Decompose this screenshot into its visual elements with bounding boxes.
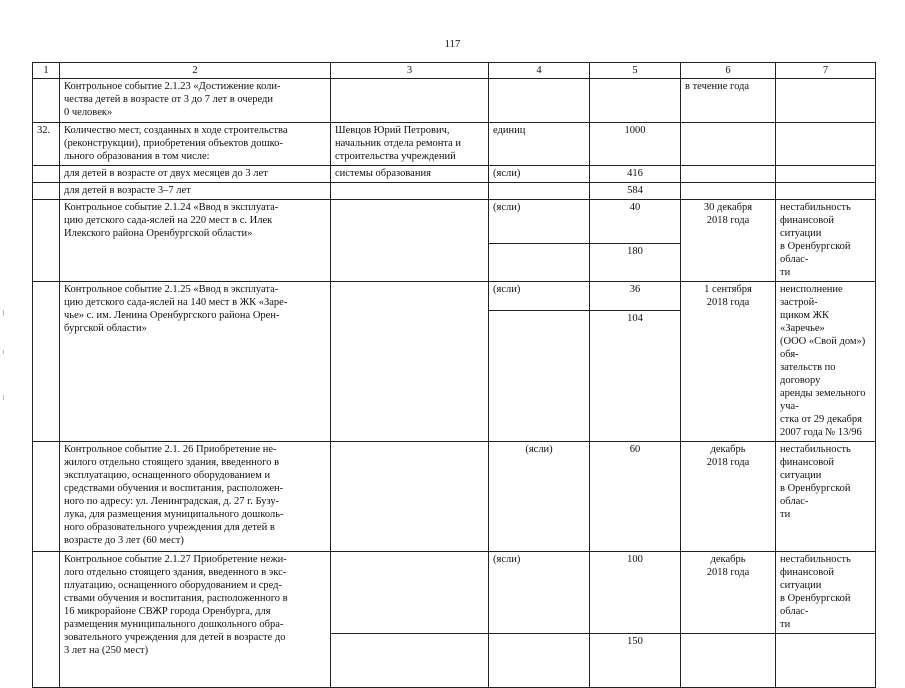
row-32-responsible: Шевцов Юрий Петрович, начальник отдела ремонта и строительства учреждений bbox=[331, 123, 489, 166]
event-2-1-26-risk: нестабильность финансовой ситуации в Оренбургской облас- ти bbox=[776, 442, 876, 552]
event-2-1-24-term: 30 декабря 2018 года bbox=[681, 200, 776, 282]
sub-under3-unit: (ясли) bbox=[489, 166, 590, 183]
event-2-1-24-text: Контрольное событие 2.1.24 «Ввод в эксплуата- цию детского сада-яслей на 220 мест в с. Илек Илекского района Оренбургской области» bbox=[60, 200, 331, 282]
header-col-1: 1 bbox=[33, 63, 60, 79]
event-2-1-26-unit: (ясли) bbox=[489, 442, 590, 552]
sub-under3-value: 416 bbox=[590, 166, 681, 183]
sub-under3-responsible: системы образования bbox=[331, 166, 489, 183]
event-2-1-26-value: 60 bbox=[590, 442, 681, 552]
event-2-1-23-text: Контрольное событие 2.1.23 «Достижение коли- чества детей в возрасте от 3 до 7 лет в очереди 0 человек» bbox=[60, 79, 331, 123]
event-2-1-25-term: 1 сентября 2018 года bbox=[681, 282, 776, 442]
event-2-1-26-text: Контрольное событие 2.1. 26 Приобретение не- жилого отдельно стоящего здания, введенного в эксплуатацию, оснащенного оборудованием и средствами обучения и воспитания, расположен- ного по адресу: ул. Ленинградская, д. 27 г. Бузу- лука, для размещения муниципального дошколь- ного образовательного учреждения для детей в возрасте до 3 лет (60 мест) bbox=[60, 442, 331, 552]
event-2-1-24-value-1: 40 bbox=[590, 200, 681, 244]
row-number: 32. bbox=[33, 123, 60, 166]
page-number: 117 bbox=[444, 38, 461, 50]
event-2-1-27-unit: (ясли) bbox=[489, 552, 590, 634]
event-2-1-27-risk: нестабильность финансовой ситуации в Оренбургской облас- ти bbox=[776, 552, 876, 634]
table-row bbox=[33, 442, 876, 552]
sub-under3-text: для детей в возрасте от двух месяцев до 3 лет bbox=[60, 166, 331, 183]
event-2-1-25-value-1: 36 bbox=[590, 282, 681, 311]
header-col-3: 3 bbox=[331, 63, 489, 79]
event-2-1-24-risk: нестабильность финансовой ситуации в Оренбургской облас- ти bbox=[776, 200, 876, 282]
sub-3to7-text: для детей в возрасте 3–7 лет bbox=[60, 183, 331, 200]
header-col-7: 7 bbox=[776, 63, 876, 79]
event-2-1-25-risk: неисполнение застрой- щиком ЖК «Заречье» (ООО «Свой дом») обя- зательств по договору аренды земельного уча- стка от 29 декабря 2007 года № 13/96 bbox=[776, 282, 876, 442]
event-2-1-27-term: декабрь 2018 года bbox=[681, 552, 776, 634]
table-row bbox=[33, 123, 876, 166]
sub-3to7-value: 584 bbox=[590, 183, 681, 200]
scan-artifact bbox=[3, 310, 4, 316]
header-row bbox=[33, 63, 876, 79]
row-32-value: 1000 bbox=[590, 123, 681, 166]
table-row bbox=[33, 282, 876, 311]
event-2-1-25-text: Контрольное событие 2.1.25 «Ввод в эксплуата- цию детского сада-яслей на 140 мест в ЖК «Заре- чье» с. им. Ленина Оренбургского района Орен- бургской области» bbox=[60, 282, 331, 442]
event-2-1-23-term: в течение года bbox=[681, 79, 776, 123]
header-col-5: 5 bbox=[590, 63, 681, 79]
scan-artifact bbox=[3, 395, 4, 400]
row-32-unit: единиц bbox=[489, 123, 590, 166]
event-2-1-26-term: декабрь 2018 года bbox=[681, 442, 776, 552]
event-2-1-24-value-2: 180 bbox=[590, 244, 681, 282]
table-row bbox=[33, 79, 876, 123]
event-2-1-27-value-1: 100 bbox=[590, 552, 681, 634]
table-row bbox=[33, 183, 876, 200]
event-2-1-24-unit: (ясли) bbox=[489, 200, 590, 244]
scan-artifact bbox=[3, 350, 4, 354]
event-2-1-27-value-2: 150 bbox=[590, 634, 681, 688]
header-col-4: 4 bbox=[489, 63, 590, 79]
program-table bbox=[32, 62, 876, 688]
event-2-1-25-unit: (ясли) bbox=[489, 282, 590, 311]
header-col-6: 6 bbox=[681, 63, 776, 79]
event-2-1-27-text: Контрольное событие 2.1.27 Приобретение нежи- лого отдельно стоящего здания, введенного в экс- плуатацию, оснащенного оборудованием и сред- ствами обучения и воспитания, расположенного в 16 микрорайоне СВЖР города Оренбурга, для размещения муниципального дошкольного обра- зовательного учреждения для детей в возрасте до 3 лет на (250 мест) bbox=[60, 552, 331, 688]
row-32-indicator: Количество мест, созданных в ходе строительства (реконструкции), приобретения объектов дошко- льного образования в том числе: bbox=[60, 123, 331, 166]
header-col-2: 2 bbox=[60, 63, 331, 79]
table-row bbox=[33, 200, 876, 244]
table-row bbox=[33, 552, 876, 634]
table-row bbox=[33, 166, 876, 183]
event-2-1-25-value-2: 104 bbox=[590, 310, 681, 441]
